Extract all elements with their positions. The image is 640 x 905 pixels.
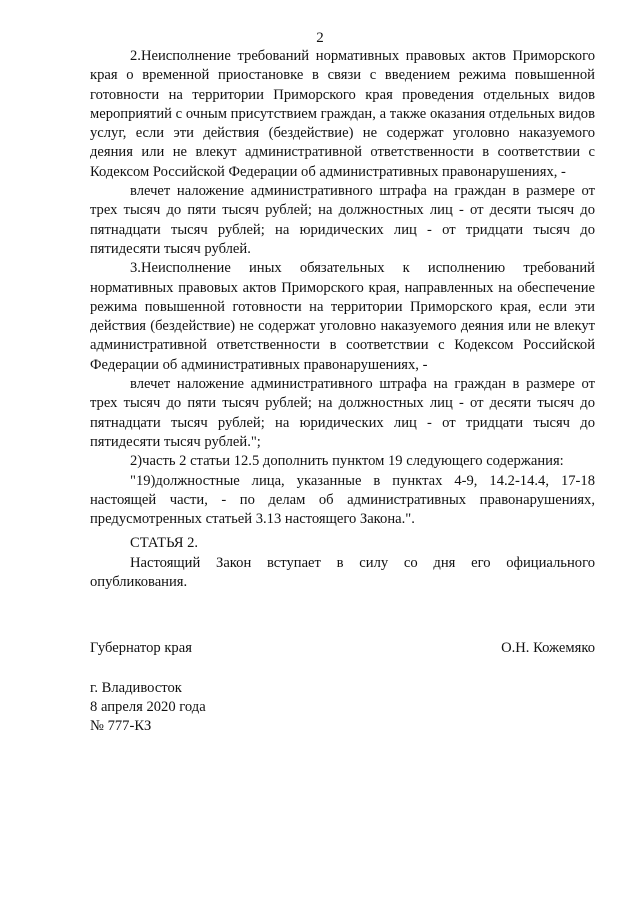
paragraph-item-2: 2.Неисполнение требований нормативных правовых актов Приморского края о временной приостановке в связи с введением режима повышенной готовности на территории Приморского края проведения отдельных видов мероприятий с очным присутствием граждан, а также оказания отдельных видов услуг, если эти действия (бездействие) не содержат уголовно наказуемого деяния или не влекут административной ответственности в соответствии с Кодексом Российской Федерации об административных правонарушениях, - <box>90 48 595 180</box>
penalty-paragraph-2: влечет наложение административного штрафа на граждан в размере от трех тысяч до пяти тысяч рублей; на должностных лиц - от десяти тысяч до пятнадцати тысяч рублей; на юридических лиц - от тридцати тысяч до пятидесяти тысяч рублей. <box>90 183 595 257</box>
document-footer <box>90 679 206 736</box>
amendment-paragraph: 2)часть 2 статьи 12.5 дополнить пунктом 19 следующего содержания: <box>130 453 564 470</box>
article-text: Настоящий Закон вступает в силу со дня его официального опубликования. <box>90 555 595 591</box>
article-body <box>90 554 595 593</box>
article-heading: СТАТЬЯ 2. <box>130 535 199 551</box>
footer-number: № 777-КЗ <box>90 718 152 734</box>
page-number: 2 <box>316 30 324 46</box>
paragraph-item-3: 3.Неисполнение иных обязательных к исполнению требований нормативных правовых актов Приморского края, направленных на обеспечение режима повышенной готовности на территории Приморского края, если эти действия (бездействие) не содержат уголовно наказуемого деяния или не влекут административной ответственности в соответствии с Кодексом Российской Федерации об административных правонарушениях, - <box>90 260 595 373</box>
footer-city: г. Владивосток <box>90 680 182 696</box>
footer-date: 8 апреля 2020 года <box>90 699 206 715</box>
signatory-title: Губернатор края <box>90 640 192 656</box>
law-body-text <box>90 47 595 529</box>
signatory-name: О.Н. Кожемяко <box>501 640 595 656</box>
penalty-paragraph-3: влечет наложение административного штрафа на граждан в размере от трех тысяч до пяти тысяч рублей; на должностных лиц - от десяти тысяч до пятнадцати тысяч рублей; на юридических лиц - от тридцати тысяч до пятидесяти тысяч рублей."; <box>90 376 595 450</box>
amendment-content: "19)должностные лица, указанные в пунктах 4-9, 14.2-14.4, 17-18 настоящей части, - по делам об административных правонарушениях, предусмотренных статьей 3.13 настоящего Закона.". <box>90 472 595 528</box>
